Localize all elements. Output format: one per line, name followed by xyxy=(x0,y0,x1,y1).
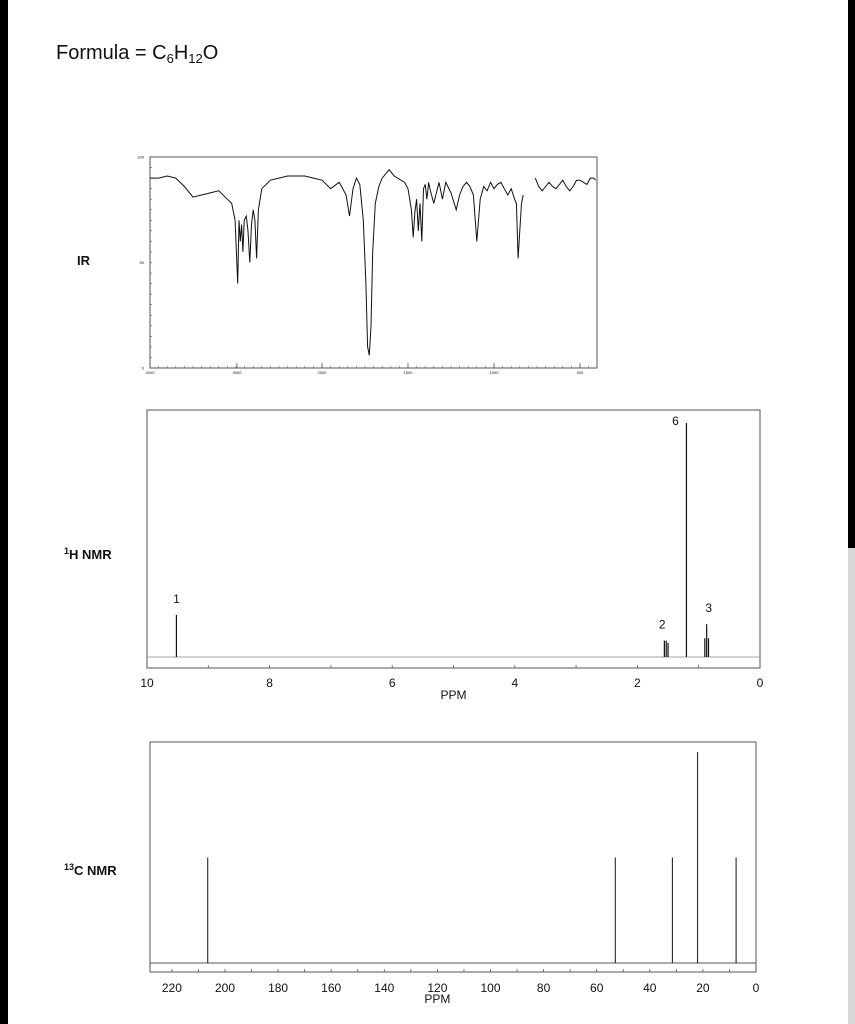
c-nmr-x-tick-label: 60 xyxy=(590,981,604,995)
ir-spectrum xyxy=(137,155,597,376)
c-nmr-x-tick-label: 200 xyxy=(214,981,236,995)
c-nmr-x-tick-label: 160 xyxy=(321,981,342,995)
h-nmr-label-text: H NMR xyxy=(69,547,112,562)
ir-x-tick-label: 500 xyxy=(576,370,584,375)
h-nmr-x-tick-label: 2 xyxy=(634,676,641,690)
c-nmr-x-tick-label: 20 xyxy=(696,981,710,995)
h-nmr-peak-label: 3 xyxy=(705,601,713,616)
h-nmr-peak-label: 1 xyxy=(173,591,180,606)
ir-y-tick-label: 0 xyxy=(141,365,144,371)
h-nmr-x-tick-label: 8 xyxy=(266,676,273,690)
formula-prefix: Formula = C xyxy=(56,42,167,64)
c-nmr-x-axis-title: PPM xyxy=(424,992,451,1006)
ir-x-tick-label: 4000 xyxy=(145,370,155,375)
ir-plot-frame xyxy=(150,157,597,368)
h-nmr-x-tick-label: 10 xyxy=(140,676,154,690)
c-nmr-x-tick-label: 40 xyxy=(643,981,657,995)
c-nmr-plot-frame xyxy=(150,742,756,972)
ir-label: IR xyxy=(77,253,90,268)
h-nmr-peak-label: 6 xyxy=(672,414,679,428)
ir-x-tick-label: 1500 xyxy=(403,370,413,375)
c-nmr-isotope: 13 xyxy=(64,862,75,872)
c-nmr-x-tick-label: 220 xyxy=(161,981,182,995)
formula-hydrogen-count: 12 xyxy=(188,51,203,66)
ir-x-tick-label: 1000 xyxy=(489,370,499,375)
c-nmr-label-text: C NMR xyxy=(74,863,117,878)
c-nmr-x-tick-label: 180 xyxy=(268,981,289,995)
c-nmr-x-tick-label: 100 xyxy=(480,981,501,995)
h-nmr-x-tick-label: 0 xyxy=(756,676,764,690)
h-nmr-isotope: 1 xyxy=(64,546,70,556)
h-nmr-peak-label: 2 xyxy=(658,617,666,632)
c-nmr-spectrum xyxy=(150,742,760,1006)
formula-carbon-count: 6 xyxy=(166,51,174,66)
h-nmr-x-tick-label: 4 xyxy=(511,676,519,690)
ir-trace-segment-2 xyxy=(535,178,595,191)
ir-trace-segment-1 xyxy=(150,170,523,356)
h-nmr-x-axis-title: PPM xyxy=(440,688,467,702)
h-nmr-spectrum xyxy=(140,410,763,702)
h-nmr-x-tick-label: 6 xyxy=(388,676,396,690)
formula-hydrogen: H xyxy=(173,42,189,64)
ir-y-tick-label: 100 xyxy=(137,154,144,160)
h-nmr-plot-frame xyxy=(147,410,760,668)
ir-x-tick-label: 2000 xyxy=(317,370,327,375)
c-nmr-x-tick-label: 140 xyxy=(374,981,395,995)
c-nmr-x-tick-label: 80 xyxy=(536,981,551,995)
ir-y-tick-label: 50 xyxy=(139,260,144,265)
c-nmr-x-tick-label: 120 xyxy=(427,981,448,995)
ir-x-tick-label: 3000 xyxy=(232,370,242,375)
formula-oxygen: O xyxy=(202,42,219,64)
c-nmr-x-tick-label: 0 xyxy=(752,981,760,995)
